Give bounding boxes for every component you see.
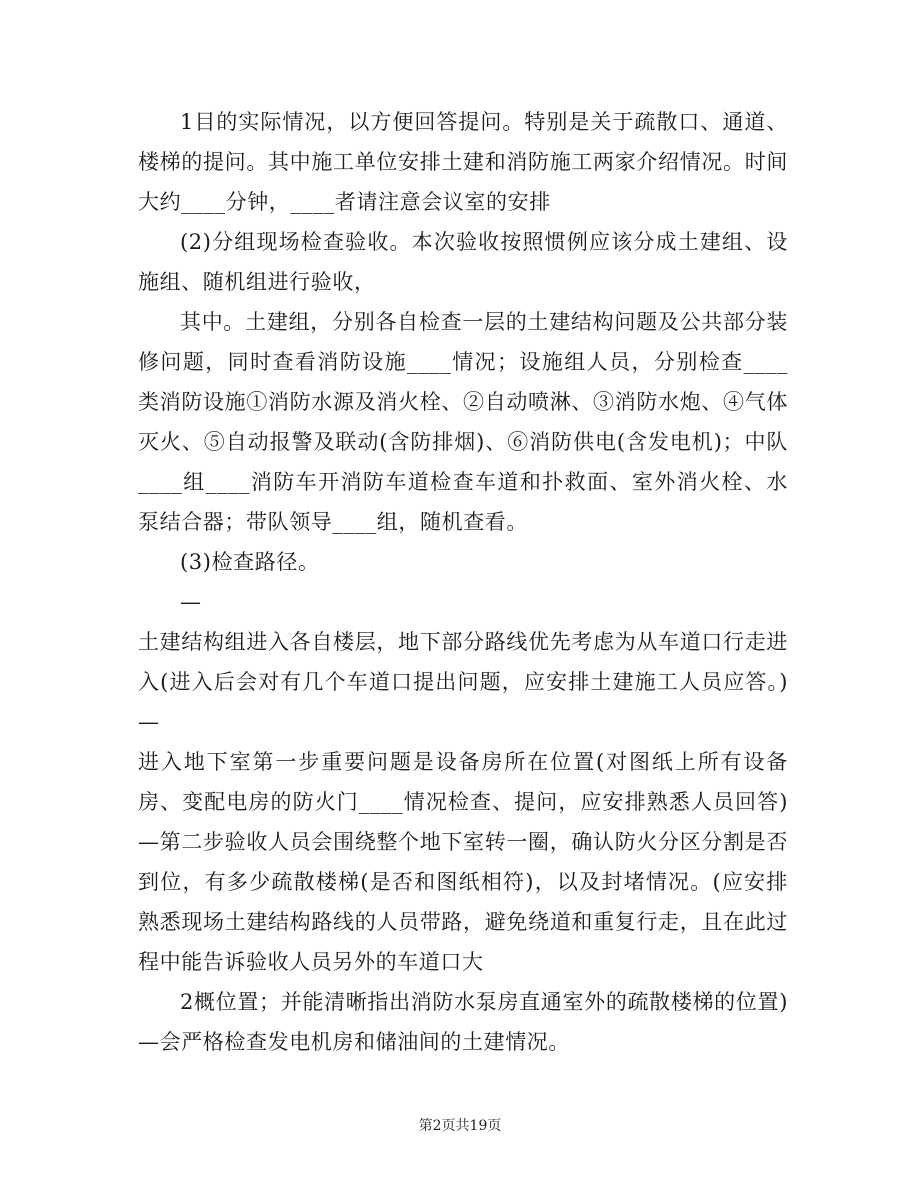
- paragraph-civil-route: 土建结构组进入各自楼层，地下部分路线优先考虑为从车道口行走进入(进入后会对有几个车道口提出问题，应安排土建施工人员应答。)—: [138, 630, 788, 734]
- paragraph-inspection-route-heading: (3)检查路径。: [180, 550, 320, 574]
- page-number-footer: 第2页共19页: [418, 1118, 502, 1134]
- paragraph-basement-steps: 进入地下室第一步重要问题是设备房所在位置(对图纸上所有设备房、变配电房的防火门____情况检查、提问，应安排熟悉人员回答)—第二步验收人员会围绕整个地下室转一圈，确认防火分区分割是否到位，有多少疏散楼梯(是否和图纸相符)，以及封堵情况。(应安排熟悉现场土建结构路线的人员带路，避免绕道和重复行走，且在此过程中能告诉验收人员另外的车道口大: [138, 750, 788, 974]
- paragraph-intro: 1目的实际情况，以方便回答提问。特别是关于疏散口、通道、楼梯的提问。其中施工单位安排土建和消防施工两家介绍情况。时间大约____分钟，____者请注意会议室的安排: [138, 110, 788, 214]
- paragraph-dash: —: [180, 590, 202, 614]
- paragraph-generator-room: 2概位置；并能清晰指出消防水泵房直通室外的疏散楼梯的位置)—会严格检查发电机房和储油间的土建情况。: [138, 990, 788, 1054]
- paragraph-group-details: 其中。土建组，分别各自检查一层的土建结构问题及公共部分装修问题，同时查看消防设施____情况；设施组人员，分别检查____类消防设施①消防水源及消火栓、②自动喷淋、③消防水炮、④气体灭火、⑤自动报警及联动(含防排烟)、⑥消防供电(含发电机)；中队____组____消防车开消防车道检查车道和扑救面、室外消火栓、水泵结合器；带队领导____组，随机查看。: [138, 310, 788, 534]
- paragraph-group-inspection: (2)分组现场检查验收。本次验收按照惯例应该分成土建组、设施组、随机组进行验收，: [138, 230, 788, 294]
